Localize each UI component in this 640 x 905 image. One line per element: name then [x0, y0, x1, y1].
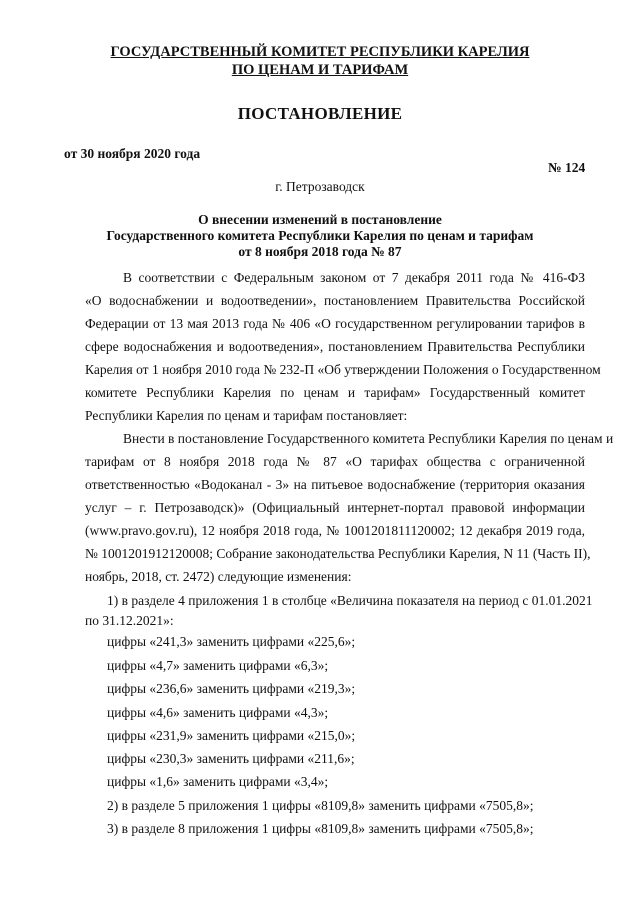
paragraph2-line: ноябрь, 2018, ст. 2472) следующие изменения: [85, 569, 352, 584]
paragraph1-line: сфере водоснабжения и водоотведения», постановлением Правительства Республики [85, 339, 585, 354]
paragraph1-line: Федерации от 13 мая 2013 года № 406 «О государственном регулировании тарифов в [85, 316, 585, 331]
paragraph1-line: комитете Республики Карелия по ценам и тарифам» Государственный комитет [85, 385, 585, 400]
paragraph2-line: № 1001201912120008; Собрание законодательства Республики Карелия, N 11 (Часть II), [85, 546, 591, 561]
paragraph1-line: «О водоснабжении и водоотведении», постановлением Правительства Российской [85, 293, 585, 308]
replacement-line: цифры «1,6» заменить цифрами «3,4»; [107, 774, 329, 789]
document-date: от 30 ноября 2020 года [64, 146, 201, 161]
replacement-line: цифры «4,6» заменить цифрами «4,3»; [107, 705, 329, 720]
replacement-line: цифры «4,7» заменить цифрами «6,3»; [107, 658, 329, 673]
committee-name-line2: ПО ЦЕНАМ И ТАРИФАМ [231, 62, 409, 78]
subject-line-1: О внесении изменений в постановление [198, 212, 442, 227]
document-type-title: ПОСТАНОВЛЕНИЕ [237, 104, 403, 123]
item1-line: 1) в разделе 4 приложения 1 в столбце «Величина показателя на период с 01.01.2021 [107, 593, 593, 608]
paragraph2-line: услуг – г. Петрозаводск)» (Официальный интернет-портал правовой информации [85, 500, 585, 515]
paragraph2-line: ответственностью «Водоканал - 3» на питьевое водоснабжение (территория оказания [85, 477, 585, 492]
paragraph2-line: (www.pravo.gov.ru), 12 ноября 2018 года, № 1001201811120002; 12 декабря 2019 года, [85, 523, 585, 538]
paragraph2-line: Внести в постановление Государственного комитета Республики Карелия по ценам и [123, 431, 614, 446]
replacement-line: цифры «230,3» заменить цифрами «211,6»; [107, 751, 355, 766]
paragraph1-line: В соответствии с Федеральным законом от 7 декабря 2011 года № 416-ФЗ [123, 270, 585, 285]
committee-name-line1: ГОСУДАРСТВЕННЫЙ КОМИТЕТ РЕСПУБЛИКИ КАРЕЛИЯ [110, 44, 530, 60]
paragraph1-line: Республики Карелия по ценам и тарифам постановляет: [85, 408, 408, 423]
city: г. Петрозаводск [275, 179, 365, 194]
subject-line-3: от 8 ноября 2018 года № 87 [238, 244, 402, 259]
paragraph2-line: тарифам от 8 ноября 2018 года № 87 «О тарифах общества с ограниченной [85, 454, 585, 469]
replacement-line: цифры «241,3» заменить цифрами «225,6»; [107, 634, 356, 649]
replacement-line: цифры «231,9» заменить цифрами «215,0»; [107, 728, 356, 743]
replacement-line: цифры «236,6» заменить цифрами «219,3»; [107, 681, 356, 696]
subject-line-2: Государственного комитета Республики Карелия по ценам и тарифам [106, 228, 534, 243]
item1-line: по 31.12.2021»: [85, 613, 174, 628]
item3-line: 3) в разделе 8 приложения 1 цифры «8109,8» заменить цифрами «7505,8»; [107, 821, 534, 836]
item2-line: 2) в разделе 5 приложения 1 цифры «8109,8» заменить цифрами «7505,8»; [107, 798, 534, 813]
paragraph1-line: Карелия от 1 ноября 2010 года № 232-П «Об утверждении Положения о Государственном [85, 362, 601, 377]
document-number: № 124 [548, 160, 586, 175]
